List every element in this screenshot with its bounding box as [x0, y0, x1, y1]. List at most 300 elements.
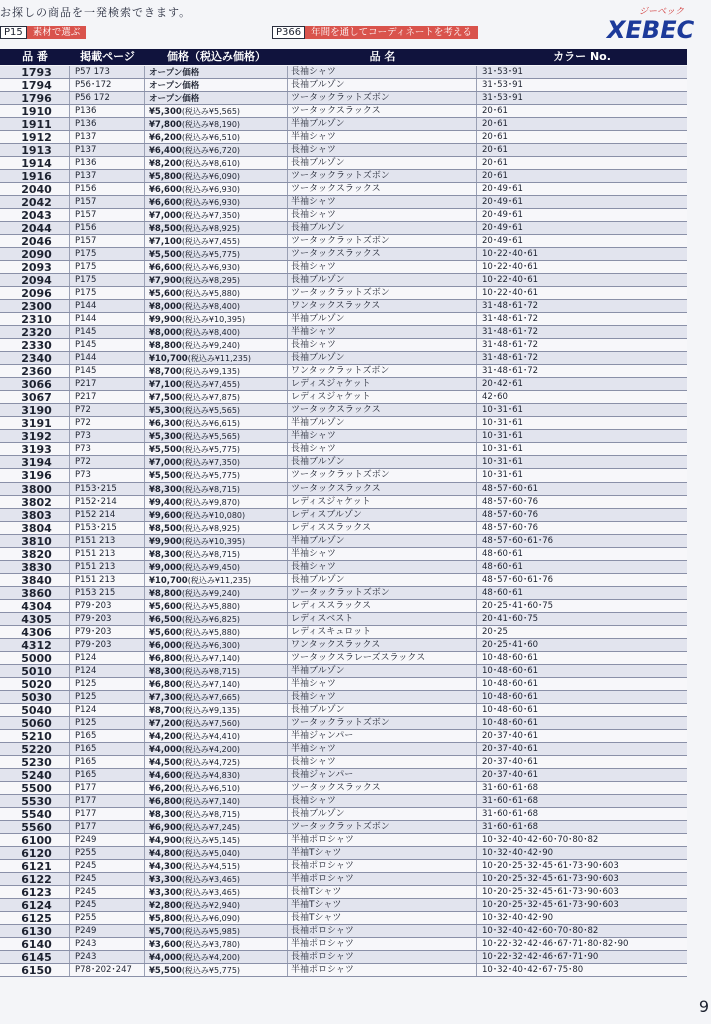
price-base: ¥10,700 — [149, 354, 188, 365]
page-ref: P157 — [70, 235, 145, 247]
price-tax: (税込み¥6,825) — [181, 614, 241, 624]
price-tax: (税込み¥5,565) — [181, 432, 241, 442]
price — [145, 587, 288, 599]
item-number: 6124 — [0, 899, 70, 911]
price — [145, 821, 288, 833]
table-row — [0, 808, 687, 821]
product-name: 半袖ブルゾン — [288, 665, 477, 677]
price-base: ¥4,600 — [149, 770, 182, 781]
item-number: 1914 — [0, 157, 70, 169]
logo-text: XEBEC — [607, 16, 695, 44]
color-numbers: 10･22･40･61 — [482, 262, 539, 273]
price-tax: (税込み¥10,395) — [181, 315, 246, 325]
color-numbers: 10･22･32･42･46･67･71･90 — [482, 952, 599, 963]
price-tax: (税込み¥8,400) — [181, 328, 241, 338]
price-base: ¥5,600 — [149, 289, 182, 300]
price — [145, 886, 288, 898]
product-name: 半袖ブルゾン — [288, 417, 477, 429]
page-ref: P144 — [70, 313, 145, 325]
table-row — [0, 782, 687, 795]
price-tax: (税込み¥6,510) — [181, 783, 241, 793]
price — [145, 561, 288, 573]
price-base: ¥5,300 — [149, 406, 182, 417]
color-numbers: 10･32･40･42･90 — [482, 913, 554, 924]
price — [145, 509, 288, 521]
page-ref: P245 — [70, 860, 145, 872]
price — [145, 261, 288, 273]
item-number: 6121 — [0, 860, 70, 872]
page-ref: P156 — [70, 183, 145, 195]
price-base: ¥7,500 — [149, 393, 182, 404]
page-ref: P175 — [70, 287, 145, 299]
price-base: ¥7,900 — [149, 276, 182, 287]
color-numbers: 31･53･91 — [482, 67, 523, 77]
color-numbers: 10･48･60･61 — [482, 691, 539, 702]
product-name: 半袖シャツ — [288, 678, 477, 690]
price — [145, 287, 288, 299]
price-tax: (税込み¥8,610) — [181, 159, 241, 169]
price — [145, 274, 288, 286]
product-name: レディスブルゾン — [288, 509, 477, 521]
table-row — [0, 522, 687, 535]
price-base: ¥5,800 — [149, 914, 182, 925]
price-base: ¥6,200 — [149, 133, 182, 144]
table-row — [0, 496, 687, 509]
price-tax: (税込み¥8,295) — [181, 276, 241, 286]
item-number: 3820 — [0, 548, 70, 560]
product-name: 半袖ポロシャツ — [288, 873, 477, 885]
color-numbers: 48･60･61 — [482, 548, 523, 559]
product-name: ツータックラットズボン — [288, 587, 477, 599]
price-tax: (税込み¥5,565) — [181, 406, 241, 416]
table-row — [0, 196, 687, 209]
color-numbers: 20･61 — [482, 106, 508, 117]
price — [145, 144, 288, 156]
product-name: レディスキュロット — [288, 626, 477, 638]
page-ref: P165 — [70, 769, 145, 781]
item-number: 6122 — [0, 873, 70, 885]
price-tax: (税込み¥5,880) — [181, 601, 241, 611]
page-ref: P57 173 — [70, 66, 145, 78]
product-name: 半袖シャツ — [288, 548, 477, 560]
color-numbers: 10･20･25･32･45･61･73･90･603 — [482, 860, 619, 871]
page-ref: P153 215 — [70, 587, 145, 599]
price-tax: (税込み¥6,510) — [181, 133, 241, 143]
price — [145, 496, 288, 508]
price-tax: (税込み¥4,200) — [181, 953, 241, 963]
item-number: 5230 — [0, 756, 70, 768]
table-row — [0, 665, 687, 678]
price-tax: (税込み¥11,235) — [187, 575, 252, 585]
color-numbers: 31･48･61･72 — [482, 301, 539, 312]
product-name: 半袖ポロシャツ — [288, 964, 477, 976]
table-row — [0, 261, 687, 274]
price-base: ¥6,400 — [149, 146, 182, 157]
product-name: 半袖シャツ — [288, 430, 477, 442]
page-ref: P124 — [70, 652, 145, 664]
color-numbers: 31･53･91 — [482, 80, 523, 91]
price-base: ¥5,300 — [149, 432, 182, 443]
table-row — [0, 287, 687, 300]
item-number: 6140 — [0, 938, 70, 950]
page-ref: P245 — [70, 886, 145, 898]
price-tax: (税込み¥7,140) — [181, 653, 241, 663]
table-row — [0, 899, 687, 912]
price — [145, 404, 288, 416]
price — [145, 118, 288, 130]
color-numbers: 10･20･25･32･45･61･73･90･603 — [482, 873, 619, 884]
color-numbers: 31･48･61･72 — [482, 340, 539, 351]
product-name: 長袖ブルゾン — [288, 274, 477, 286]
page-ref: P153･215 — [70, 483, 145, 495]
color-numbers: 20･61 — [482, 119, 508, 130]
price-base: ¥5,600 — [149, 627, 182, 638]
page-ref: P145 — [70, 365, 145, 377]
color-numbers: 48･57･60･61 — [482, 483, 539, 494]
table-row — [0, 378, 687, 391]
table-row — [0, 105, 687, 118]
product-name: ツータックラットズボン — [288, 469, 477, 481]
table-row — [0, 626, 687, 639]
price-tax: (税込み¥7,140) — [181, 679, 241, 689]
table-row — [0, 821, 687, 834]
color-numbers: 10･22･32･42･46･67･71･80･82･90 — [482, 939, 629, 950]
table-row — [0, 860, 687, 873]
page-ref: P79･203 — [70, 600, 145, 612]
product-name: ツータックラットズボン — [288, 717, 477, 729]
price-tax: (税込み¥9,240) — [181, 588, 241, 598]
page-ref: P145 — [70, 339, 145, 351]
table-row — [0, 274, 687, 287]
price-tax: (税込み¥8,190) — [181, 120, 241, 130]
item-number: 6123 — [0, 886, 70, 898]
page-ref: P145 — [70, 326, 145, 338]
price-base: ¥4,000 — [149, 953, 182, 964]
color-numbers: 31･60･61･68 — [482, 795, 539, 806]
item-number: 6130 — [0, 925, 70, 937]
page-ref: P153･215 — [70, 522, 145, 534]
header-price: 価格（税込み価格） — [167, 50, 266, 63]
price — [145, 691, 288, 703]
product-name: レディスジャケット — [288, 391, 477, 403]
item-number: 3804 — [0, 522, 70, 534]
color-numbers: 20･25 — [482, 626, 508, 637]
page-ref: P175 — [70, 274, 145, 286]
item-number: 3830 — [0, 561, 70, 573]
price-base: ¥8,700 — [149, 705, 182, 716]
product-name: 長袖ブルゾン — [288, 352, 477, 364]
price-base: ¥9,900 — [149, 315, 182, 326]
color-numbers: 31･60･61･68 — [482, 782, 539, 793]
price — [145, 847, 288, 859]
color-numbers: 20･41･60･75 — [482, 613, 539, 624]
item-number: 3860 — [0, 587, 70, 599]
table-row — [0, 795, 687, 808]
item-number: 3803 — [0, 509, 70, 521]
ref-label: 素材で選ぶ — [27, 26, 87, 39]
page-ref: P157 — [70, 196, 145, 208]
table-row — [0, 756, 687, 769]
price-tax: (税込み¥9,870) — [181, 497, 241, 507]
product-name: 長袖シャツ — [288, 561, 477, 573]
table-row — [0, 912, 687, 925]
price — [145, 391, 288, 403]
page-ref: P144 — [70, 300, 145, 312]
table-row — [0, 652, 687, 665]
item-number: 2094 — [0, 274, 70, 286]
price — [145, 105, 288, 117]
color-numbers: 20･61 — [482, 158, 508, 169]
price-base: ¥3,300 — [149, 887, 182, 898]
price-tax: (税込み¥6,615) — [181, 419, 241, 429]
color-numbers: 10･22･40･61 — [482, 275, 539, 286]
color-numbers: 10･31･61 — [482, 470, 523, 481]
product-name: 半袖シャツ — [288, 326, 477, 338]
price-base: ¥6,800 — [149, 679, 182, 690]
page-ref: P243 — [70, 951, 145, 963]
price-base: ¥8,300 — [149, 666, 182, 677]
price — [145, 300, 288, 312]
page-ref: P249 — [70, 925, 145, 937]
price-base: ¥8,300 — [149, 549, 182, 560]
price-base: オープン価格 — [149, 94, 200, 105]
table-row — [0, 248, 687, 261]
price-tax: (税込み¥9,135) — [181, 367, 241, 377]
product-name: レディスジャケット — [288, 496, 477, 508]
color-numbers: 48･60･61 — [482, 587, 523, 598]
table-row — [0, 561, 687, 574]
price-base: ¥4,300 — [149, 861, 182, 872]
price-base: ¥4,200 — [149, 731, 182, 742]
price-tax: (税込み¥6,930) — [181, 185, 241, 195]
product-name: 長袖ブルゾン — [288, 456, 477, 468]
page-ref: P177 — [70, 821, 145, 833]
product-name: 長袖ブルゾン — [288, 704, 477, 716]
price — [145, 352, 288, 364]
price-tax: (税込み¥4,515) — [181, 861, 241, 871]
page-ref: P137 — [70, 131, 145, 143]
product-name: 長袖ブルゾン — [288, 574, 477, 586]
table-row — [0, 144, 687, 157]
item-number: 1913 — [0, 144, 70, 156]
color-numbers: 10･22･40･61 — [482, 288, 539, 299]
item-number: 2096 — [0, 287, 70, 299]
item-number: 1794 — [0, 79, 70, 91]
table-row — [0, 352, 687, 365]
table-row — [0, 548, 687, 561]
price — [145, 574, 288, 586]
product-name: ツータックスラレーズスラックス — [288, 652, 477, 664]
product-name: 半袖ブルゾン — [288, 535, 477, 547]
price — [145, 769, 288, 781]
ref-coordinate[interactable] — [272, 26, 478, 39]
price-base: ¥4,000 — [149, 744, 182, 755]
price-base: ¥9,400 — [149, 497, 182, 508]
product-name: ツータックラットズボン — [288, 170, 477, 182]
color-numbers: 31･60･61･68 — [482, 808, 539, 819]
price — [145, 652, 288, 664]
price-tax: (税込み¥6,300) — [181, 640, 241, 650]
page-ref: P156 — [70, 222, 145, 234]
color-numbers: 20･25･41･60･75 — [482, 600, 554, 611]
table-row — [0, 170, 687, 183]
price — [145, 430, 288, 442]
color-numbers: 10･48･60･61 — [482, 704, 539, 715]
price — [145, 483, 288, 495]
color-numbers: 10･48･60･61 — [482, 665, 539, 676]
price-base: ¥3,300 — [149, 874, 182, 885]
price-base: ¥8,300 — [149, 484, 182, 495]
product-name: 長袖ポロシャツ — [288, 860, 477, 872]
price-base: ¥5,300 — [149, 107, 182, 118]
price — [145, 600, 288, 612]
product-name: 半袖ポロシャツ — [288, 938, 477, 950]
page-ref: P73 — [70, 469, 145, 481]
page-ref: P249 — [70, 834, 145, 846]
price — [145, 873, 288, 885]
product-name: 長袖ブルゾン — [288, 222, 477, 234]
table-row — [0, 886, 687, 899]
product-name: ツータックスラックス — [288, 105, 477, 117]
price — [145, 938, 288, 950]
item-number: 1916 — [0, 170, 70, 182]
price — [145, 209, 288, 221]
price-base: ¥4,800 — [149, 848, 182, 859]
price — [145, 157, 288, 169]
page-ref: P56 172 — [70, 92, 145, 104]
price — [145, 964, 288, 976]
table-row — [0, 613, 687, 626]
table-row — [0, 938, 687, 951]
color-numbers: 10･20･25･32･45･61･73･90･603 — [482, 900, 619, 910]
page-ref: P165 — [70, 730, 145, 742]
product-name: 半袖ジャンパー — [288, 730, 477, 742]
price — [145, 743, 288, 755]
page-ref: P245 — [70, 899, 145, 911]
color-numbers: 10･32･40･42･67･75･80 — [482, 965, 584, 976]
page-ref: P72 — [70, 456, 145, 468]
table-row — [0, 430, 687, 443]
item-number: 2040 — [0, 183, 70, 195]
table-row — [0, 951, 687, 964]
price-tax: (税込み¥7,665) — [181, 692, 241, 702]
price — [145, 665, 288, 677]
product-name: 長袖ポロシャツ — [288, 925, 477, 937]
price-tax: (税込み¥7,350) — [181, 211, 241, 221]
price — [145, 717, 288, 729]
table-row — [0, 79, 687, 92]
price-tax: (税込み¥3,465) — [181, 874, 241, 884]
price — [145, 704, 288, 716]
price-base: ¥5,500 — [149, 966, 182, 977]
ref-material[interactable] — [0, 26, 86, 39]
page-ref: P125 — [70, 717, 145, 729]
product-name: 長袖シャツ — [288, 144, 477, 156]
price-base: ¥8,500 — [149, 224, 182, 235]
color-numbers: 20･49･61 — [482, 184, 523, 195]
price — [145, 678, 288, 690]
product-name: 長袖Tシャツ — [288, 912, 477, 924]
price — [145, 170, 288, 182]
price-base: オープン価格 — [149, 68, 200, 78]
page-ref: P151 213 — [70, 548, 145, 560]
table-row — [0, 717, 687, 730]
table-row — [0, 769, 687, 782]
product-name: レディススラックス — [288, 600, 477, 612]
product-name: 半袖Tシャツ — [288, 899, 477, 911]
item-number: 5540 — [0, 808, 70, 820]
item-number: 1910 — [0, 105, 70, 117]
color-numbers: 10･48･60･61 — [482, 652, 539, 663]
color-numbers: 10･31･61 — [482, 418, 523, 429]
price — [145, 730, 288, 742]
color-numbers: 10･31･61 — [482, 405, 523, 416]
color-numbers: 48･60･61 — [482, 561, 523, 572]
price-tax: (税込み¥4,725) — [181, 757, 241, 767]
page-ref: P124 — [70, 704, 145, 716]
item-number: 5060 — [0, 717, 70, 729]
price-base: ¥6,900 — [149, 822, 182, 833]
page-ref: P79･203 — [70, 639, 145, 651]
price-base: ¥7,100 — [149, 380, 182, 391]
price-base: ¥7,000 — [149, 211, 182, 222]
color-numbers: 10･20･25･32･45･61･73･90･603 — [482, 886, 619, 897]
price-base: ¥6,800 — [149, 796, 182, 807]
item-number: 3840 — [0, 574, 70, 586]
price — [145, 912, 288, 924]
price — [145, 378, 288, 390]
price — [145, 951, 288, 963]
color-numbers: 20･49･61 — [482, 236, 523, 247]
item-number: 3800 — [0, 483, 70, 495]
page-ref: P245 — [70, 873, 145, 885]
product-name: 長袖Tシャツ — [288, 886, 477, 898]
item-number: 2043 — [0, 209, 70, 221]
price — [145, 626, 288, 638]
price-tax: (税込み¥9,135) — [181, 705, 241, 715]
price-base: ¥7,300 — [149, 692, 182, 703]
product-name: 半袖シャツ — [288, 196, 477, 208]
price-base: ¥7,000 — [149, 458, 182, 469]
color-numbers: 10･32･40･42･60･70･80･82 — [482, 926, 599, 937]
color-numbers: 20･61 — [482, 171, 508, 182]
product-name: 長袖シャツ — [288, 795, 477, 807]
product-name: レディスベスト — [288, 613, 477, 625]
page-ref: P157 — [70, 209, 145, 221]
item-number: 5000 — [0, 652, 70, 664]
price-base: ¥3,600 — [149, 940, 182, 951]
item-number: 3067 — [0, 391, 70, 403]
table-row — [0, 131, 687, 144]
color-numbers: 20･61 — [482, 145, 508, 156]
table-row — [0, 600, 687, 613]
item-number: 5040 — [0, 704, 70, 716]
table-row — [0, 300, 687, 313]
price-tax: (税込み¥8,715) — [181, 666, 241, 676]
color-numbers: 20･25･41･60 — [482, 639, 539, 650]
price-tax: (税込み¥6,930) — [181, 198, 241, 208]
table-row — [0, 535, 687, 548]
item-number: 1912 — [0, 131, 70, 143]
price — [145, 326, 288, 338]
table-row — [0, 847, 687, 860]
price-base: ¥6,600 — [149, 185, 182, 196]
table-row — [0, 574, 687, 587]
item-number: 6145 — [0, 951, 70, 963]
product-name: ワンタックスラックス — [288, 639, 477, 651]
table-row — [0, 157, 687, 170]
page-ref: P151 213 — [70, 561, 145, 573]
